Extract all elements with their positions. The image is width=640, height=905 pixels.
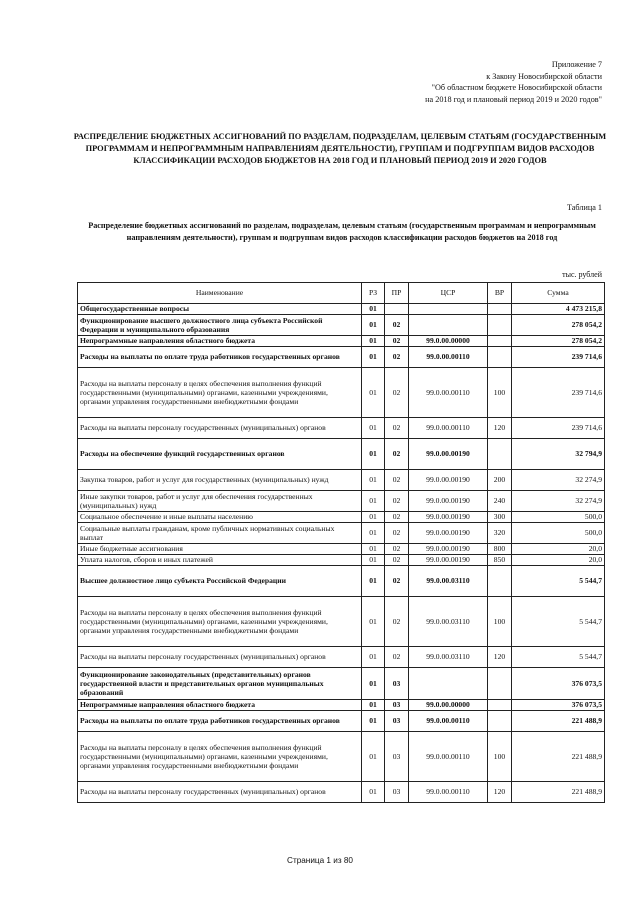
cell-csr: 99.0.00.00110 (409, 347, 488, 368)
cell-name: Расходы на выплаты персоналу в целях обеспечения выполнения функций государственными (муниципальными) органами, казенными учреждениями, органами управления государственными внебюджетными фондами (78, 732, 362, 782)
cell-csr: 99.0.00.00000 (409, 336, 488, 347)
cell-rz: 01 (362, 368, 385, 418)
cell-name: Общегосударственные вопросы (78, 304, 362, 315)
cell-sum: 239 714,6 (512, 368, 605, 418)
table-row (78, 555, 605, 566)
cell-pr: 03 (385, 782, 409, 803)
cell-rz: 01 (362, 597, 385, 647)
cell-csr: 99.0.00.03110 (409, 566, 488, 597)
cell-pr: 03 (385, 732, 409, 782)
cell-sum: 221 488,9 (512, 711, 605, 732)
cell-rz: 01 (362, 700, 385, 711)
cell-rz: 01 (362, 647, 385, 668)
cell-pr: 02 (385, 439, 409, 470)
cell-sum: 278 054,2 (512, 315, 605, 336)
cell-vr: 100 (488, 597, 512, 647)
cell-pr: 02 (385, 470, 409, 491)
cell-csr: 99.0.00.00190 (409, 439, 488, 470)
cell-rz: 01 (362, 732, 385, 782)
cell-pr: 02 (385, 418, 409, 439)
cell-rz: 01 (362, 347, 385, 368)
cell-sum: 32 274,9 (512, 491, 605, 512)
cell-pr: 02 (385, 647, 409, 668)
cell-rz: 01 (362, 470, 385, 491)
cell-pr: 02 (385, 315, 409, 336)
cell-csr: 99.0.00.00110 (409, 732, 488, 782)
cell-pr: 02 (385, 491, 409, 512)
cell-pr: 03 (385, 700, 409, 711)
table-row (78, 470, 605, 491)
cell-name: Расходы на выплаты персоналу государственных (муниципальных) органов (78, 418, 362, 439)
table-row (78, 597, 605, 647)
cell-vr: 320 (488, 523, 512, 544)
cell-name: Расходы на выплаты персоналу государственных (муниципальных) органов (78, 647, 362, 668)
table-row (78, 700, 605, 711)
cell-csr: 99.0.00.00190 (409, 555, 488, 566)
cell-sum: 239 714,6 (512, 347, 605, 368)
cell-name: Расходы на обеспечение функций государственных органов (78, 439, 362, 470)
cell-rz: 01 (362, 555, 385, 566)
cell-sum: 32 274,9 (512, 470, 605, 491)
cell-csr: 99.0.00.00190 (409, 512, 488, 523)
cell-name: Социальные выплаты гражданам, кроме публичных нормативных социальных выплат (78, 523, 362, 544)
appendix-line: Приложение 7 (551, 60, 602, 69)
cell-rz: 01 (362, 304, 385, 315)
table-row (78, 566, 605, 597)
cell-name: Непрограммные направления областного бюджета (78, 336, 362, 347)
cell-csr: 99.0.00.00190 (409, 544, 488, 555)
table-header-row (78, 283, 605, 304)
cell-rz: 01 (362, 782, 385, 803)
cell-name: Закупка товаров, работ и услуг для государственных (муниципальных) нужд (78, 470, 362, 491)
header-csr: ЦСР (409, 283, 488, 304)
cell-pr: 02 (385, 597, 409, 647)
cell-vr: 200 (488, 470, 512, 491)
table-caption: Распределение бюджетных ассигнований по разделам, подразделам, целевым статьям (государственным программам и непрограммным направлениям деятельности), группам и подгруппам видов расходов классификации расходов бюджетов на 2018 год (88, 221, 596, 242)
table-row (78, 368, 605, 418)
cell-sum: 5 544,7 (512, 597, 605, 647)
cell-rz: 01 (362, 544, 385, 555)
header-rz: РЗ (362, 283, 385, 304)
table-row (78, 418, 605, 439)
cell-pr: 02 (385, 336, 409, 347)
cell-name: Высшее должностное лицо субъекта Российской Федерации (78, 566, 362, 597)
table-row (78, 523, 605, 544)
cell-pr (385, 304, 409, 315)
cell-rz: 01 (362, 491, 385, 512)
cell-vr: 120 (488, 782, 512, 803)
cell-csr: 99.0.00.00110 (409, 711, 488, 732)
cell-rz: 01 (362, 711, 385, 732)
cell-csr (409, 315, 488, 336)
table-row (78, 544, 605, 555)
cell-name: Иные бюджетные ассигнования (78, 544, 362, 555)
cell-sum: 20,0 (512, 555, 605, 566)
header-pr: ПР (385, 283, 409, 304)
cell-name: Расходы на выплаты персоналу государственных (муниципальных) органов (78, 782, 362, 803)
cell-sum: 278 054,2 (512, 336, 605, 347)
cell-vr: 850 (488, 555, 512, 566)
cell-rz: 01 (362, 512, 385, 523)
cell-vr: 800 (488, 544, 512, 555)
budget-table (77, 282, 605, 803)
cell-sum: 500,0 (512, 512, 605, 523)
cell-vr (488, 566, 512, 597)
cell-vr (488, 304, 512, 315)
cell-name: Функционирование высшего должностного лица субъекта Российской Федерации и муниципального образования (78, 315, 362, 336)
cell-vr: 240 (488, 491, 512, 512)
cell-pr: 02 (385, 523, 409, 544)
cell-csr: 99.0.00.03110 (409, 597, 488, 647)
table-row (78, 647, 605, 668)
cell-vr: 100 (488, 368, 512, 418)
cell-sum: 500,0 (512, 523, 605, 544)
table-row (78, 732, 605, 782)
cell-pr: 02 (385, 368, 409, 418)
units-label: тыс. рублей (562, 270, 602, 279)
cell-csr: 99.0.00.00110 (409, 782, 488, 803)
cell-vr (488, 336, 512, 347)
cell-name: Социальное обеспечение и иные выплаты населению (78, 512, 362, 523)
table-row (78, 711, 605, 732)
header-vr: ВР (488, 283, 512, 304)
cell-csr: 99.0.00.03110 (409, 647, 488, 668)
header-name: Наименование (78, 283, 362, 304)
cell-pr: 02 (385, 347, 409, 368)
table-row (78, 315, 605, 336)
cell-pr: 03 (385, 668, 409, 700)
cell-sum: 32 794,9 (512, 439, 605, 470)
cell-sum: 221 488,9 (512, 732, 605, 782)
cell-sum: 5 544,7 (512, 647, 605, 668)
table-body (78, 304, 605, 803)
table-row (78, 782, 605, 803)
cell-vr: 100 (488, 732, 512, 782)
table-row (78, 336, 605, 347)
cell-sum: 5 544,7 (512, 566, 605, 597)
cell-pr: 03 (385, 711, 409, 732)
cell-vr: 120 (488, 418, 512, 439)
cell-name: Расходы на выплаты персоналу в целях обеспечения выполнения функций государственными (муниципальными) органами, казенными учреждениями, органами управления государственными внебюджетными фондами (78, 368, 362, 418)
cell-name: Уплата налогов, сборов и иных платежей (78, 555, 362, 566)
appendix-line: на 2018 год и плановый период 2019 и 2020 годов" (425, 94, 602, 104)
cell-vr: 120 (488, 647, 512, 668)
cell-pr: 02 (385, 512, 409, 523)
table-row (78, 512, 605, 523)
table-row (78, 347, 605, 368)
document-title: РАСПРЕДЕЛЕНИЕ БЮДЖЕТНЫХ АССИГНОВАНИЙ ПО РАЗДЕЛАМ, ПОДРАЗДЕЛАМ, ЦЕЛЕВЫМ СТАТЬЯМ (ГОСУДАРСТВЕННЫМ ПРОГРАММАМ И НЕПРОГРАММНЫМ НАПРАВЛЕНИЯМ ДЕЯТЕЛЬНОСТИ), ГРУППАМ И ПОДГРУППАМ ВИДОВ РАСХОДОВ КЛАССИФИКАЦИИ РАСХОДОВ БЮДЖЕТОВ НА 2018 ГОД И ПЛАНОВЫЙ ПЕРИОД 2019 И 2020 ГОДОВ (73, 132, 607, 165)
cell-sum: 20,0 (512, 544, 605, 555)
cell-rz: 01 (362, 566, 385, 597)
cell-sum: 4 473 215,8 (512, 304, 605, 315)
cell-vr (488, 347, 512, 368)
cell-vr (488, 700, 512, 711)
cell-pr: 02 (385, 544, 409, 555)
cell-rz: 01 (362, 668, 385, 700)
cell-name: Иные закупки товаров, работ и услуг для обеспечения государственных (муниципальных) нужд (78, 491, 362, 512)
cell-rz: 01 (362, 439, 385, 470)
cell-vr (488, 439, 512, 470)
header-sum: Сумма (512, 283, 605, 304)
cell-csr: 99.0.00.00190 (409, 491, 488, 512)
appendix-line: "Об областном бюджете Новосибирской области (431, 83, 602, 92)
cell-name: Расходы на выплаты по оплате труда работников государственных органов (78, 711, 362, 732)
table-row (78, 668, 605, 700)
cell-name: Расходы на выплаты по оплате труда работников государственных органов (78, 347, 362, 368)
table-number: Таблица 1 (566, 203, 602, 212)
cell-pr: 02 (385, 566, 409, 597)
cell-rz: 01 (362, 315, 385, 336)
cell-csr: 99.0.00.00000 (409, 700, 488, 711)
table-row (78, 491, 605, 512)
cell-sum: 376 073,5 (512, 700, 605, 711)
table-row (78, 304, 605, 315)
cell-csr: 99.0.00.00190 (409, 470, 488, 491)
cell-name: Расходы на выплаты персоналу в целях обеспечения выполнения функций государственными (муниципальными) органами, казенными учреждениями, органами управления государственными внебюджетными фондами (78, 597, 362, 647)
cell-vr (488, 668, 512, 700)
cell-sum: 239 714,6 (512, 418, 605, 439)
cell-rz: 01 (362, 418, 385, 439)
cell-sum: 376 073,5 (512, 668, 605, 700)
appendix-line: к Закону Новосибирской области (486, 71, 602, 81)
cell-csr (409, 668, 488, 700)
cell-vr (488, 711, 512, 732)
cell-vr: 300 (488, 512, 512, 523)
appendix-note (302, 59, 602, 105)
cell-rz: 01 (362, 523, 385, 544)
cell-sum: 221 488,9 (512, 782, 605, 803)
cell-csr (409, 304, 488, 315)
table-row (78, 439, 605, 470)
cell-pr: 02 (385, 555, 409, 566)
cell-name: Непрограммные направления областного бюджета (78, 700, 362, 711)
page-counter: Страница 1 из 80 (287, 856, 353, 865)
cell-vr (488, 315, 512, 336)
cell-rz: 01 (362, 336, 385, 347)
cell-csr: 99.0.00.00110 (409, 368, 488, 418)
cell-csr: 99.0.00.00190 (409, 523, 488, 544)
cell-name: Функционирование законодательных (представительных) органов государственной власти и представительных органов муниципальных образований (78, 668, 362, 700)
cell-csr: 99.0.00.00110 (409, 418, 488, 439)
